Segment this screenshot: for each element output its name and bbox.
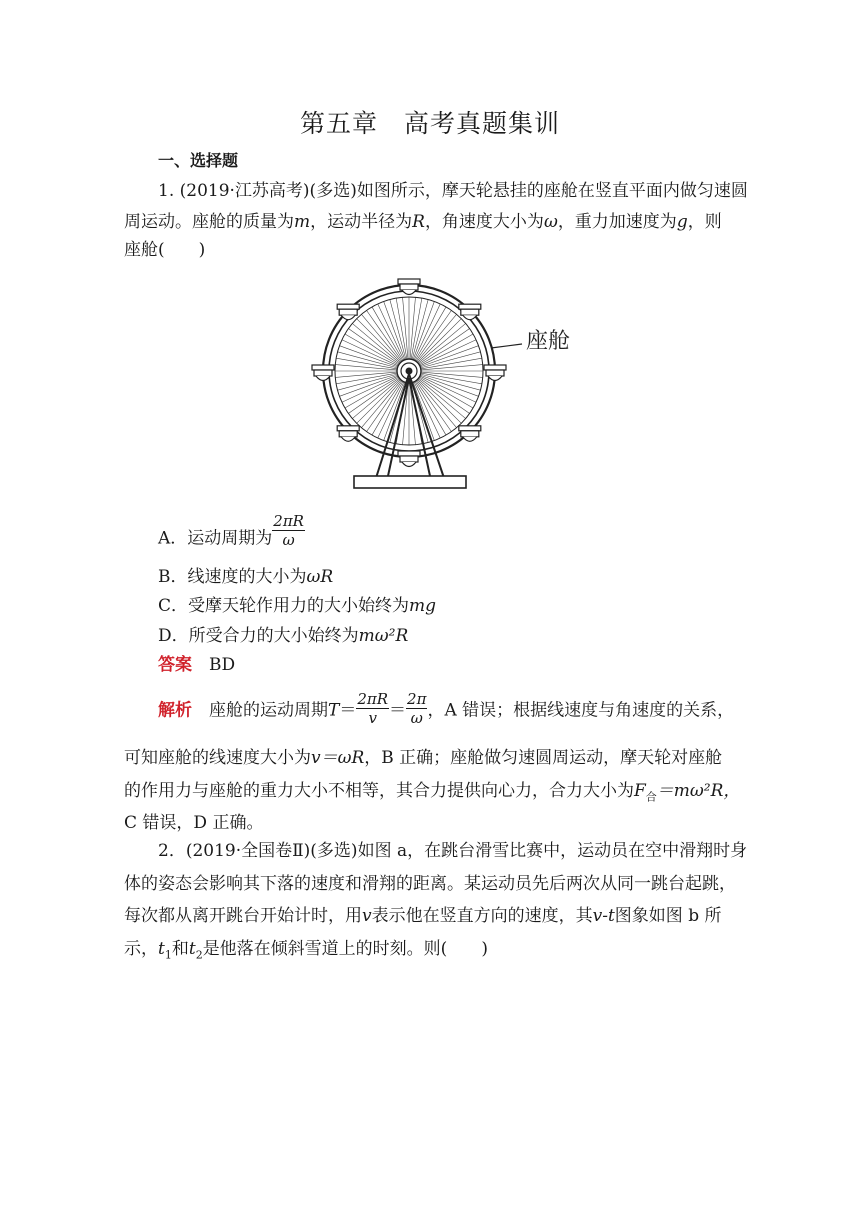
q1-analysis-line2: 可知座舱的线速度大小为v＝ωR，B 正确；座舱做匀速圆周运动，摩天轮对座舱 <box>124 748 723 768</box>
q1-stem-line3: 座舱( ) <box>124 240 206 260</box>
q1-option-a: A．运动周期为 $\frac{2\pi R}{\omega}$ <box>158 512 304 549</box>
answer-label: 答案 <box>158 655 192 675</box>
q1-analysis-line3: 的作用力与座舱的重力大小不相等，其合力提供向心力，合力大小为$F_合=m\omega^2R$， <box>124 781 741 804</box>
q1-option-c: C．受摩天轮作用力的大小始终为mg <box>158 596 437 616</box>
cabin <box>484 365 506 381</box>
cabin <box>312 365 334 381</box>
ferris-wheel-figure <box>298 268 598 508</box>
q2-stem-line3: 每次都从离开跳台开始计时，用v表示他在竖直方向的速度，其v-t图象如图 b 所 <box>124 906 722 926</box>
q2-stem-line2: 体的姿态会影响其下落的速度和滑翔的距离。某运动员先后两次从同一跳台起跳， <box>124 874 736 894</box>
answer-value: BD <box>209 655 236 675</box>
base-platform <box>354 476 466 488</box>
figure-label-cabin: 座舱 <box>526 329 571 354</box>
q2-stem-line4: 示，$t_1$和$t_2$是他落在倾斜雪道上的时刻。则( ) <box>124 939 488 962</box>
label-leader-line <box>491 344 522 348</box>
analysis-label: 解析 <box>158 700 192 721</box>
q1-stem-line1: 1. (2019·江苏高考)(多选)如图所示，摩天轮悬挂的座舱在竖直平面内做匀速圆 <box>158 181 748 201</box>
chapter-name: 高考真题集训 <box>404 109 561 138</box>
section-heading: 一、选择题 <box>158 151 239 170</box>
q1-stem-line2: 周运动。座舱的质量为m，运动半径为R，角速度大小为ω，重力加速度为g，则 <box>124 212 722 232</box>
page-title <box>0 104 860 140</box>
cabin <box>398 451 420 467</box>
q1-analysis-line4: C 错误，D 正确。 <box>124 813 264 833</box>
q1-analysis-line1: 解析 座舱的运动周期T＝ $\frac{2\pi R}{v}$ ＝ $\frac{2\pi}{\omega}$ ，A 错误；根据线速度与角速度的关系， <box>158 690 735 727</box>
chapter-number: 第五章 <box>299 109 378 138</box>
q1-option-b: B．线速度的大小为ωR <box>158 567 334 587</box>
q1-answer <box>158 654 235 676</box>
q2-stem-line1: 2．(2019·全国卷Ⅱ)(多选)如图 a，在跳台滑雪比赛中，运动员在空中滑翔时身 <box>158 841 748 861</box>
q1-option-d: D．所受合力的大小始终为mω²R <box>158 626 409 646</box>
